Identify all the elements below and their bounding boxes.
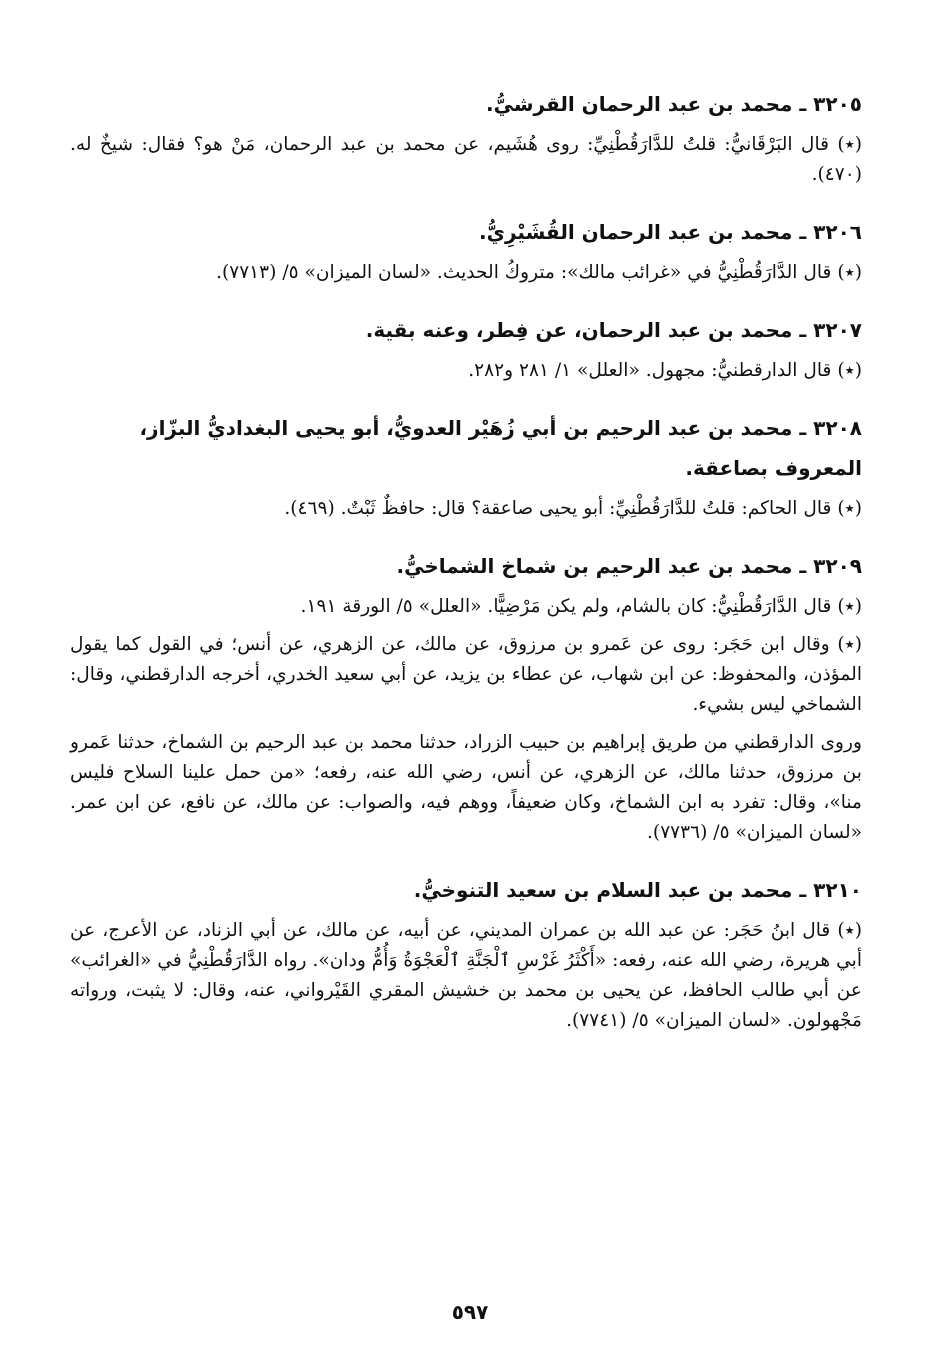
entry-paragraph: (٭) قال ابنُ حَجَر: عن عبد الله بن عمران المديني، عن أبيه، عن مالك، عن أبي الزناد، عن الأعرج، عن أبي هريرة، رضي الله عنه، رفعه: «أَكْثَرُ غَرْسِ ٱلْجَنَّةِ ٱلْعَجْوَةُ وَأُمُّ ودان». رواه الدَّارَقُطْنِيُّ في «الغرائب» عن أبي طالب الحافظ، عن يحيى بن محمد بن خشيش المقري القَيْرواني، عنه، وقال: لا يثبت، ورواته مَجْهولون. «لسان الميزان» ٥/ (٧٧٤١). bbox=[70, 920, 862, 1031]
entry-paragraph: (٭) قال الدَّارَقُطْنِيُّ: كان بالشام، ولم يكن مَرْضِيًّا. «العلل» ٥/ الورقة ١٩١. bbox=[300, 596, 862, 617]
spacer bbox=[70, 532, 862, 546]
entry-3207 bbox=[70, 310, 862, 386]
entry-3209 bbox=[70, 546, 862, 848]
spacer bbox=[70, 296, 862, 310]
entry-paragraph: (٭) وقال ابن حَجَر: روى عن عَمرو بن مرزوق، عن مالك، عن الزهري، عن أنس؛ في القول كما يقول المؤذن، والمحفوظ: عن ابن شهاب، عن عطاء بن يزيد، عن أبي سعيد الخدري، أخرجه الدارقطني، وقال: الشماخي ليس بشيء. bbox=[70, 634, 862, 715]
entry-3210 bbox=[70, 870, 862, 1036]
entry-3205 bbox=[70, 84, 862, 190]
spacer bbox=[70, 394, 862, 408]
entry-paragraph: (٭) قال الدارقطنيُّ: مجهول. «العلل» ١/ ٢٨١ و٢٨٢. bbox=[468, 360, 862, 381]
entry-3206 bbox=[70, 212, 862, 288]
entry-paragraph: وروى الدارقطني من طريق إبراهيم بن حبيب الزراد، حدثنا محمد بن عبد الرحيم بن الشماخ، حدثنا عَمرو بن مرزوق، حدثنا مالك، عن الزهري، عن أنس، رضي الله عنه، رفعه؛ «من حمل علينا السلاح فليس منا»، وقال: تفرد به ابن الشماخ، وكان ضعيفاً، ووهم فيه، والصواب: عن مالك، عن نافع، عن ابن عمر. «لسان الميزان» ٥/ (٧٧٣٦). bbox=[70, 732, 862, 843]
entry-heading: ٣٢٠٦ ـ محمد بن عبد الرحمان القُشَيْرِيُّ. bbox=[479, 220, 862, 244]
page-number: ٥٩٧ bbox=[451, 1300, 489, 1324]
entry-heading: ٣٢٠٧ ـ محمد بن عبد الرحمان، عن فِطر، وعنه بقية. bbox=[365, 318, 862, 342]
entry-heading: ٣٢١٠ ـ محمد بن عبد السلام بن سعيد التنوخيُّ. bbox=[413, 878, 862, 902]
spacer bbox=[70, 198, 862, 212]
spacer bbox=[70, 856, 862, 870]
entry-paragraph: (٭) قال الدَّارَقُطْنِيُّ في «غرائب مالك»: متروكُ الحديث. «لسان الميزان» ٥/ (٧٧١٣). bbox=[216, 262, 862, 283]
entry-heading: ٣٢٠٥ ـ محمد بن عبد الرحمان القرشيُّ. bbox=[486, 92, 862, 116]
entry-3208 bbox=[70, 408, 862, 524]
document-page bbox=[70, 84, 862, 1044]
entry-heading: ٣٢٠٨ ـ محمد بن عبد الرحيم بن أبي زُهَيْر العدويُّ، أبو يحيى البغداديُّ البزّاز، المعروف بصاعقة. bbox=[139, 416, 862, 480]
entry-paragraph: (٭) قال الحاكم: قلتُ للدَّارَقُطْنِيِّ: أبو يحيى صاعقة؟ قال: حافظٌ ثَبْتٌ. (٤٦٩). bbox=[284, 498, 862, 519]
entry-heading: ٣٢٠٩ ـ محمد بن عبد الرحيم بن شماخ الشماخيُّ. bbox=[396, 554, 862, 578]
entry-paragraph: (٭) قال البَرْقَانيُّ: قلتُ للدَّارَقُطْنِيِّ: روى هُشَيم، عن محمد بن عبد الرحمان، مَنْ هو؟ فقال: شيخٌ له. (٤٧٠). bbox=[70, 134, 862, 185]
